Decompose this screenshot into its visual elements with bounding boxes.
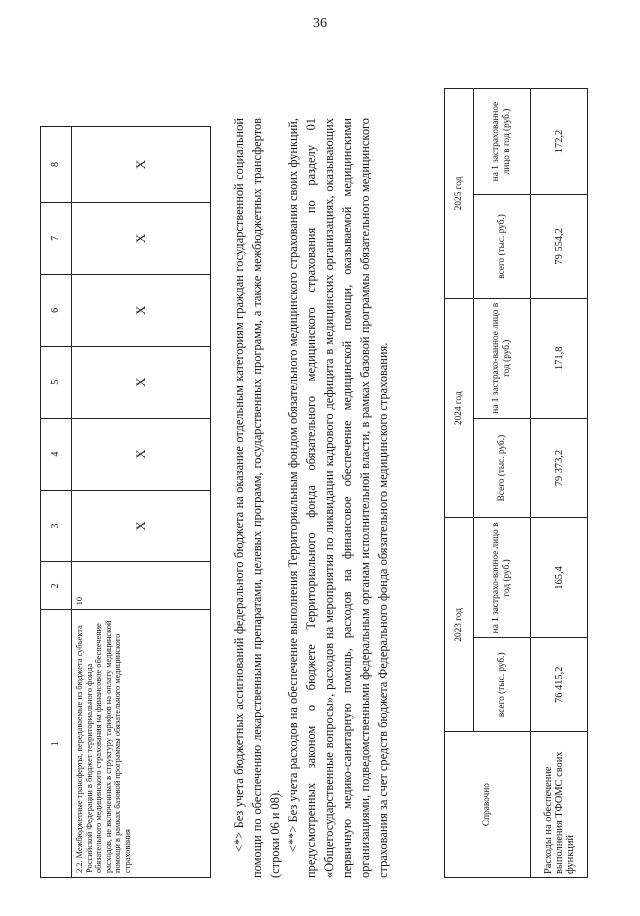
footnotes (230, 118, 392, 878)
rotated-content (40, 70, 600, 878)
page-number: 36 (313, 16, 327, 31)
column-header: 5 (41, 346, 72, 418)
year-header-row (445, 89, 474, 878)
row-code: 10 (72, 562, 211, 610)
table-cell: X (72, 127, 211, 203)
subheader-total: всего (тыс. руб.) (474, 638, 531, 732)
value-cell: 79 554,2 (531, 194, 588, 298)
column-header: 8 (41, 127, 72, 203)
row-label: Расходы на обеспечение выполнения ТФОМС своих функций (531, 732, 588, 878)
year-header-2024: 2024 год (445, 298, 474, 518)
value-cell: 165,4 (531, 518, 588, 638)
subheader-per-person: на 1 застрахо-ванное лицо в год (руб.) (474, 298, 531, 418)
table-cell: X (72, 202, 211, 274)
value-cell: 76 415,2 (531, 638, 588, 732)
reference-table (444, 88, 588, 878)
table-row (72, 127, 211, 878)
subheader-total: Всего (тыс. руб.) (474, 418, 531, 518)
table-header-row (41, 127, 72, 878)
footnote-2: <**> Без учета расходов на обеспечение выполнения Территориальным фондом обязательного медицинского страхования своих функций, предусмотренных законом о бюджете Территориального фонда обязательного медицинского страхования по разделу 01 «Общегосударственные вопросы», расходов на мероприятия по ликвидации кадрового дефицита в медицинских организациях, оказывающих первичную медико-санитарную помощь, расходов на финансовое обеспечение медицинской помощи, оказываемой медицинскими организациями, подведомственными федеральным органам исполнительной власти, в рамках базовой программы обязательного медицинского страхования за счет средств бюджета Федерального фонда обязательного медицинского страхования. (286, 118, 390, 878)
footnote-1: <*> Без учета бюджетных ассигнований федерального бюджета на оказание отдельным категориям граждан государственной социальной помощи по обеспечению лекарственными препаратами, целевых программ, государственных программ, а также межбюджетных трансфертов (строки 06 и 08). (232, 118, 282, 878)
reference-label-header: Справочно (445, 732, 531, 878)
row-description: 2.2. Межбюджетные трансферты, передаваемые из бюджета субъекта Российской Федерации в бюджет территориального фонда обязательного медицинского страхования на финансовое обеспечение расходов, не включенных в структуру тарифов на оплату медицинской помощи в рамках базовой программы обязательного медицинского страхования (72, 610, 211, 878)
table-cell: X (72, 346, 211, 418)
subheader-total: всего (тыс. руб.) (474, 194, 531, 298)
table-cell: X (72, 274, 211, 346)
year-header-2025: 2025 год (445, 89, 474, 299)
subheader-per-person: на 1 застрахо-ванное лицо в год (руб.) (474, 518, 531, 638)
column-header: 7 (41, 202, 72, 274)
table-cell: X (72, 418, 211, 490)
column-header: 1 (41, 610, 72, 878)
column-header: 2 (41, 562, 72, 610)
year-header-2023: 2023 год (445, 518, 474, 732)
value-cell: 172,2 (531, 89, 588, 195)
column-header: 6 (41, 274, 72, 346)
subheader-per-person: на 1 застрахованное лицо в год (руб.) (474, 89, 531, 195)
column-header: 4 (41, 418, 72, 490)
value-cell: 171,8 (531, 298, 588, 418)
table-cell: X (72, 490, 211, 562)
column-header: 3 (41, 490, 72, 562)
value-cell: 79 373,2 (531, 418, 588, 518)
table-row (531, 89, 588, 878)
expenditure-table (40, 126, 211, 878)
